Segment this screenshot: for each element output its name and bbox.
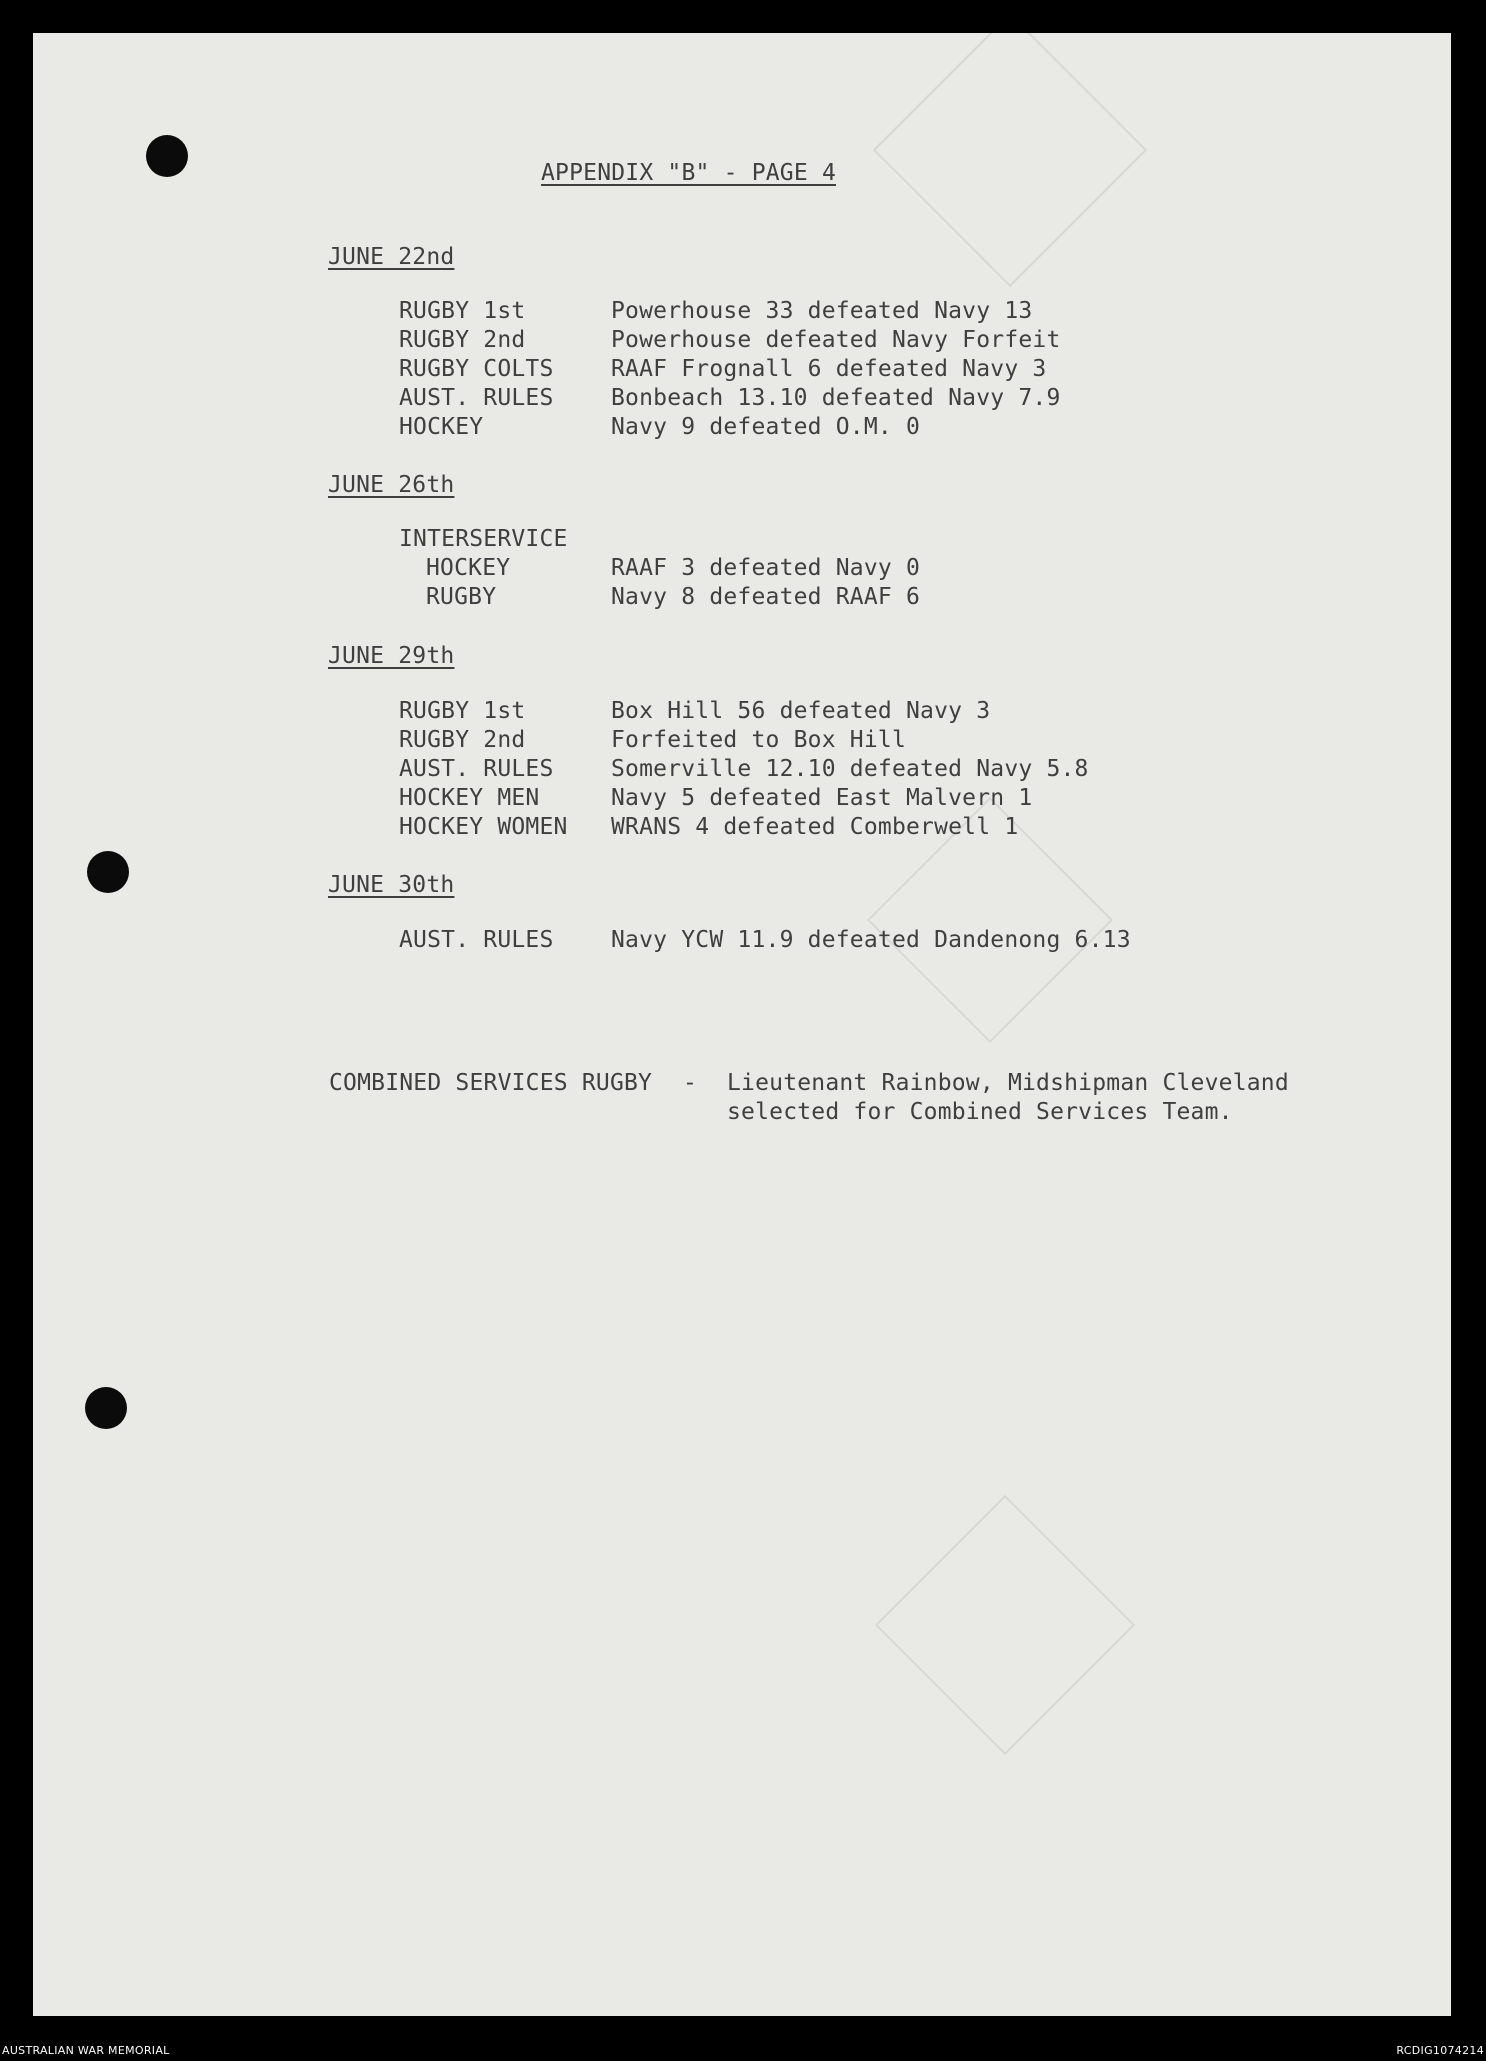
combined-services-label: COMBINED SERVICES RUGBY (329, 1070, 653, 1096)
section-date: JUNE 26th (328, 472, 455, 498)
sport-label: AUST. RULES (399, 756, 554, 782)
sport-label: AUST. RULES (399, 927, 554, 953)
punch-hole-middle (87, 851, 129, 893)
sport-label: RUGBY 2nd (399, 327, 526, 353)
result-text: Somerville 12.10 defeated Navy 5.8 (611, 756, 1089, 782)
sport-label: HOCKEY MEN (399, 785, 540, 811)
sport-label: HOCKEY (426, 555, 511, 581)
sport-label: RUGBY (426, 584, 497, 610)
combined-services-line2: selected for Combined Services Team. (727, 1099, 1233, 1125)
result-text: RAAF 3 defeated Navy 0 (611, 555, 921, 581)
combined-services-dash: - (683, 1070, 698, 1096)
sport-label: RUGBY 1st (399, 698, 526, 724)
result-text: Navy 8 defeated RAAF 6 (611, 584, 921, 610)
result-text: Powerhouse 33 defeated Navy 13 (611, 298, 1033, 324)
result-text: Bonbeach 13.10 defeated Navy 7.9 (611, 385, 1061, 411)
sport-label: RUGBY 1st (399, 298, 526, 324)
combined-services-line1: Lieutenant Rainbow, Midshipman Cleveland (727, 1070, 1289, 1096)
punch-hole-top (146, 135, 188, 177)
document-page (33, 33, 1451, 2016)
result-text: RAAF Frognall 6 defeated Navy 3 (611, 356, 1047, 382)
result-text: Navy 5 defeated East Malvern 1 (611, 785, 1033, 811)
page-title: APPENDIX "B" - PAGE 4 (541, 160, 836, 186)
footer-record-id: RCDIG1074214 (1396, 2044, 1484, 2057)
result-text: Forfeited to Box Hill (611, 727, 906, 753)
sport-label: HOCKEY WOMEN (399, 814, 568, 840)
embossed-seal-bottom (875, 1495, 1135, 1755)
section-date: JUNE 29th (328, 643, 455, 669)
sport-label: RUGBY 2nd (399, 727, 526, 753)
result-text: Box Hill 56 defeated Navy 3 (611, 698, 991, 724)
group-label: INTERSERVICE (399, 526, 568, 552)
footer-archive-name: AUSTRALIAN WAR MEMORIAL (2, 2044, 170, 2057)
embossed-seal-top (873, 33, 1147, 287)
result-text: WRANS 4 defeated Comberwell 1 (611, 814, 1019, 840)
result-text: Navy 9 defeated O.M. 0 (611, 414, 921, 440)
punch-hole-bottom (85, 1387, 127, 1429)
section-date: JUNE 22nd (328, 244, 455, 270)
sport-label: AUST. RULES (399, 385, 554, 411)
section-date: JUNE 30th (328, 872, 455, 898)
result-text: Navy YCW 11.9 defeated Dandenong 6.13 (611, 927, 1131, 953)
sport-label: HOCKEY (399, 414, 484, 440)
sport-label: RUGBY COLTS (399, 356, 554, 382)
result-text: Powerhouse defeated Navy Forfeit (611, 327, 1061, 353)
